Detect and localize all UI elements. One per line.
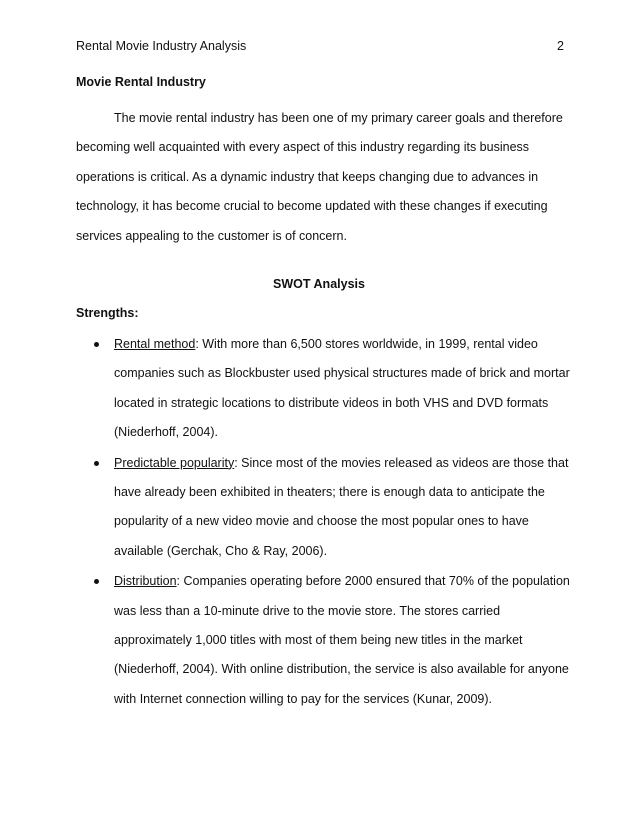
running-head: Rental Movie Industry Analysis <box>76 39 247 53</box>
bullet-icon <box>94 579 99 584</box>
strength-text: : Since most of the movies released as videos are those that have already been exhibited in theaters; there is enough data to anticipate the popularity of a new video movie and choose the most popular ones to have available (Gerchak, Cho & Ray, 2006). <box>114 455 569 558</box>
swot-heading: SWOT Analysis <box>273 277 365 291</box>
strength-term: Predictable popularity <box>114 455 235 470</box>
intro-paragraph: The movie rental industry has been one of my primary career goals and therefore becoming well acquainted with every aspect of this industry regarding its business operations is critical. As a dynamic industry that keeps changing due to advances in technology, it has become crucial to become updated with these changes if executing services appealing to the customer is of concern. <box>76 111 563 243</box>
strength-term: Rental method <box>114 337 196 351</box>
bullet-icon <box>94 342 99 347</box>
page-header <box>76 38 564 54</box>
list-item <box>76 449 570 567</box>
list-item <box>76 330 570 448</box>
bullet-icon <box>94 461 99 466</box>
strengths-list <box>76 330 570 714</box>
strength-text: : Companies operating before 2000 ensured that 70% of the population was less than a 10-minute drive to the movie store. The stores carried approximately 1,000 titles with most of them being new titles in the market (Niederhoff, 2004). With online distribution, the service is also available for anyone with Internet connection willing to pay for the services (Kunar, 2009). <box>114 574 570 706</box>
strength-term: Distribution <box>114 574 177 589</box>
strength-text: : With more than 6,500 stores worldwide, in 1999, rental video companies such as Blockbuster used physical structures made of brick and mortar located in strategic locations to distribute videos in both VHS and DVD formats (Niederhoff, 2004). <box>114 337 570 440</box>
strengths-heading: Strengths: <box>76 306 139 320</box>
list-item <box>76 567 570 714</box>
section-title: Movie Rental Industry <box>76 75 206 89</box>
page-number: 2 <box>557 39 564 53</box>
